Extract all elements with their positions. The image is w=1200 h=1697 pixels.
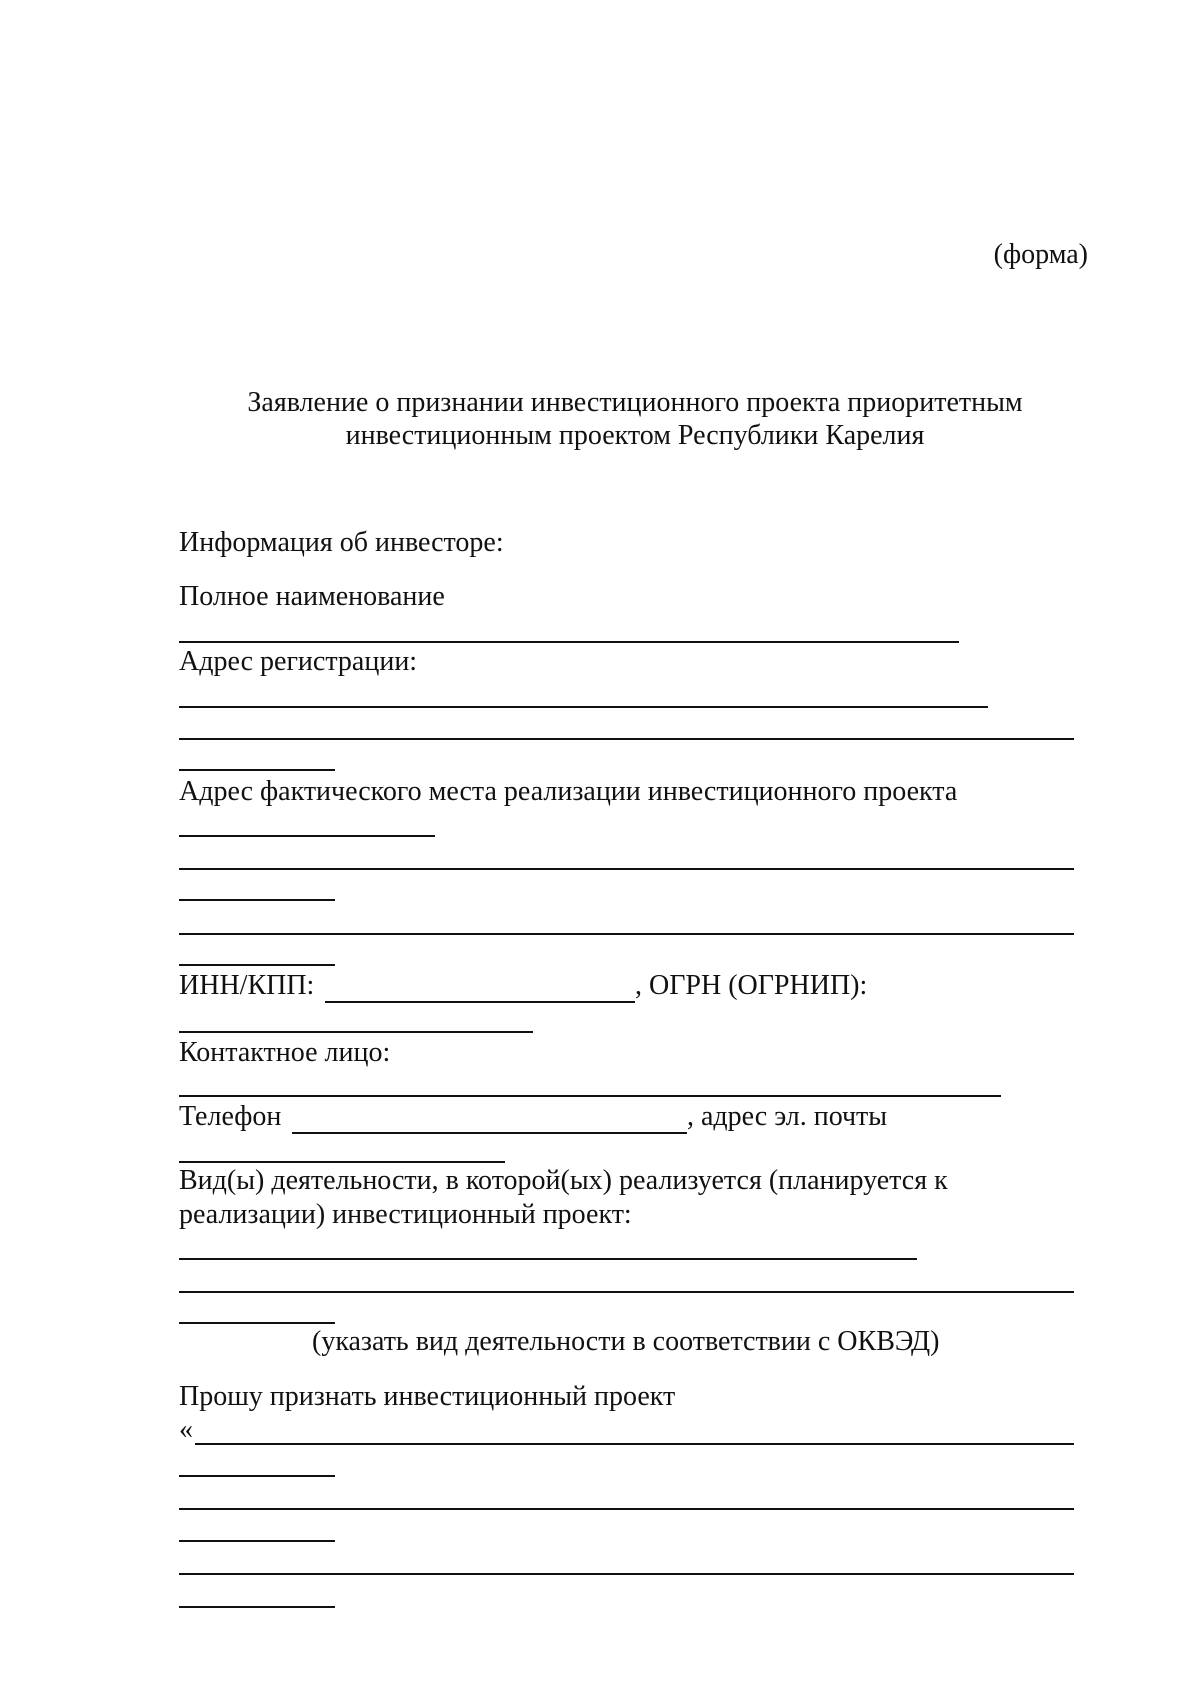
quote-open-mark: «	[179, 1414, 193, 1445]
email-label: , адрес эл. почты	[687, 1101, 888, 1132]
activity-field-3[interactable]	[179, 1322, 335, 1324]
actual-address-field-4[interactable]	[179, 933, 1074, 935]
email-field[interactable]	[179, 1161, 505, 1163]
registration-address-field-3[interactable]	[179, 769, 335, 771]
full-name-label: Полное наименование	[179, 581, 445, 612]
activity-field-1[interactable]	[179, 1258, 917, 1260]
contact-person-field[interactable]	[179, 1095, 1001, 1097]
full-name-field[interactable]	[179, 641, 959, 643]
project-name-field-1[interactable]	[195, 1443, 1074, 1445]
phone-label: Телефон	[179, 1101, 282, 1132]
project-name-field-5[interactable]	[179, 1573, 1074, 1575]
document-title-line-1: Заявление о признании инвестиционного проекта приоритетным	[247, 387, 1023, 418]
actual-address-field-1[interactable]	[179, 835, 435, 837]
project-name-field-6[interactable]	[179, 1606, 335, 1608]
inn-kpp-field[interactable]	[325, 1001, 635, 1003]
activity-label-line-1: Вид(ы) деятельности, в которой(ых) реализуется (планируется к	[179, 1165, 948, 1196]
request-text: Прошу признать инвестиционный проект	[179, 1381, 676, 1412]
document-title-line-2: инвестиционным проектом Республики Карелия	[345, 420, 925, 451]
contact-person-label: Контактное лицо:	[179, 1037, 391, 1068]
registration-address-label: Адрес регистрации:	[179, 646, 418, 677]
phone-field[interactable]	[292, 1132, 687, 1134]
project-name-field-3[interactable]	[179, 1508, 1074, 1510]
actual-address-field-3[interactable]	[179, 899, 335, 901]
actual-address-label: Адрес фактического места реализации инвестиционного проекта	[179, 776, 958, 807]
ogrn-label: , ОГРН (ОГРНИП):	[635, 970, 868, 1001]
inn-kpp-label: ИНН/КПП:	[179, 970, 315, 1001]
ogrn-field[interactable]	[179, 1031, 533, 1033]
okved-note: (указать вид деятельности в соответствии с ОКВЭД)	[312, 1326, 940, 1357]
activity-field-2[interactable]	[179, 1291, 1074, 1293]
actual-address-field-5[interactable]	[179, 964, 335, 966]
form-label: (форма)	[993, 239, 1088, 270]
project-name-field-2[interactable]	[179, 1475, 335, 1477]
registration-address-field-1[interactable]	[179, 706, 988, 708]
registration-address-field-2[interactable]	[179, 738, 1074, 740]
activity-label-line-2: реализации) инвестиционный проект:	[179, 1199, 632, 1230]
actual-address-field-2[interactable]	[179, 868, 1074, 870]
project-name-field-4[interactable]	[179, 1540, 335, 1542]
investor-info-heading: Информация об инвесторе:	[179, 527, 504, 558]
